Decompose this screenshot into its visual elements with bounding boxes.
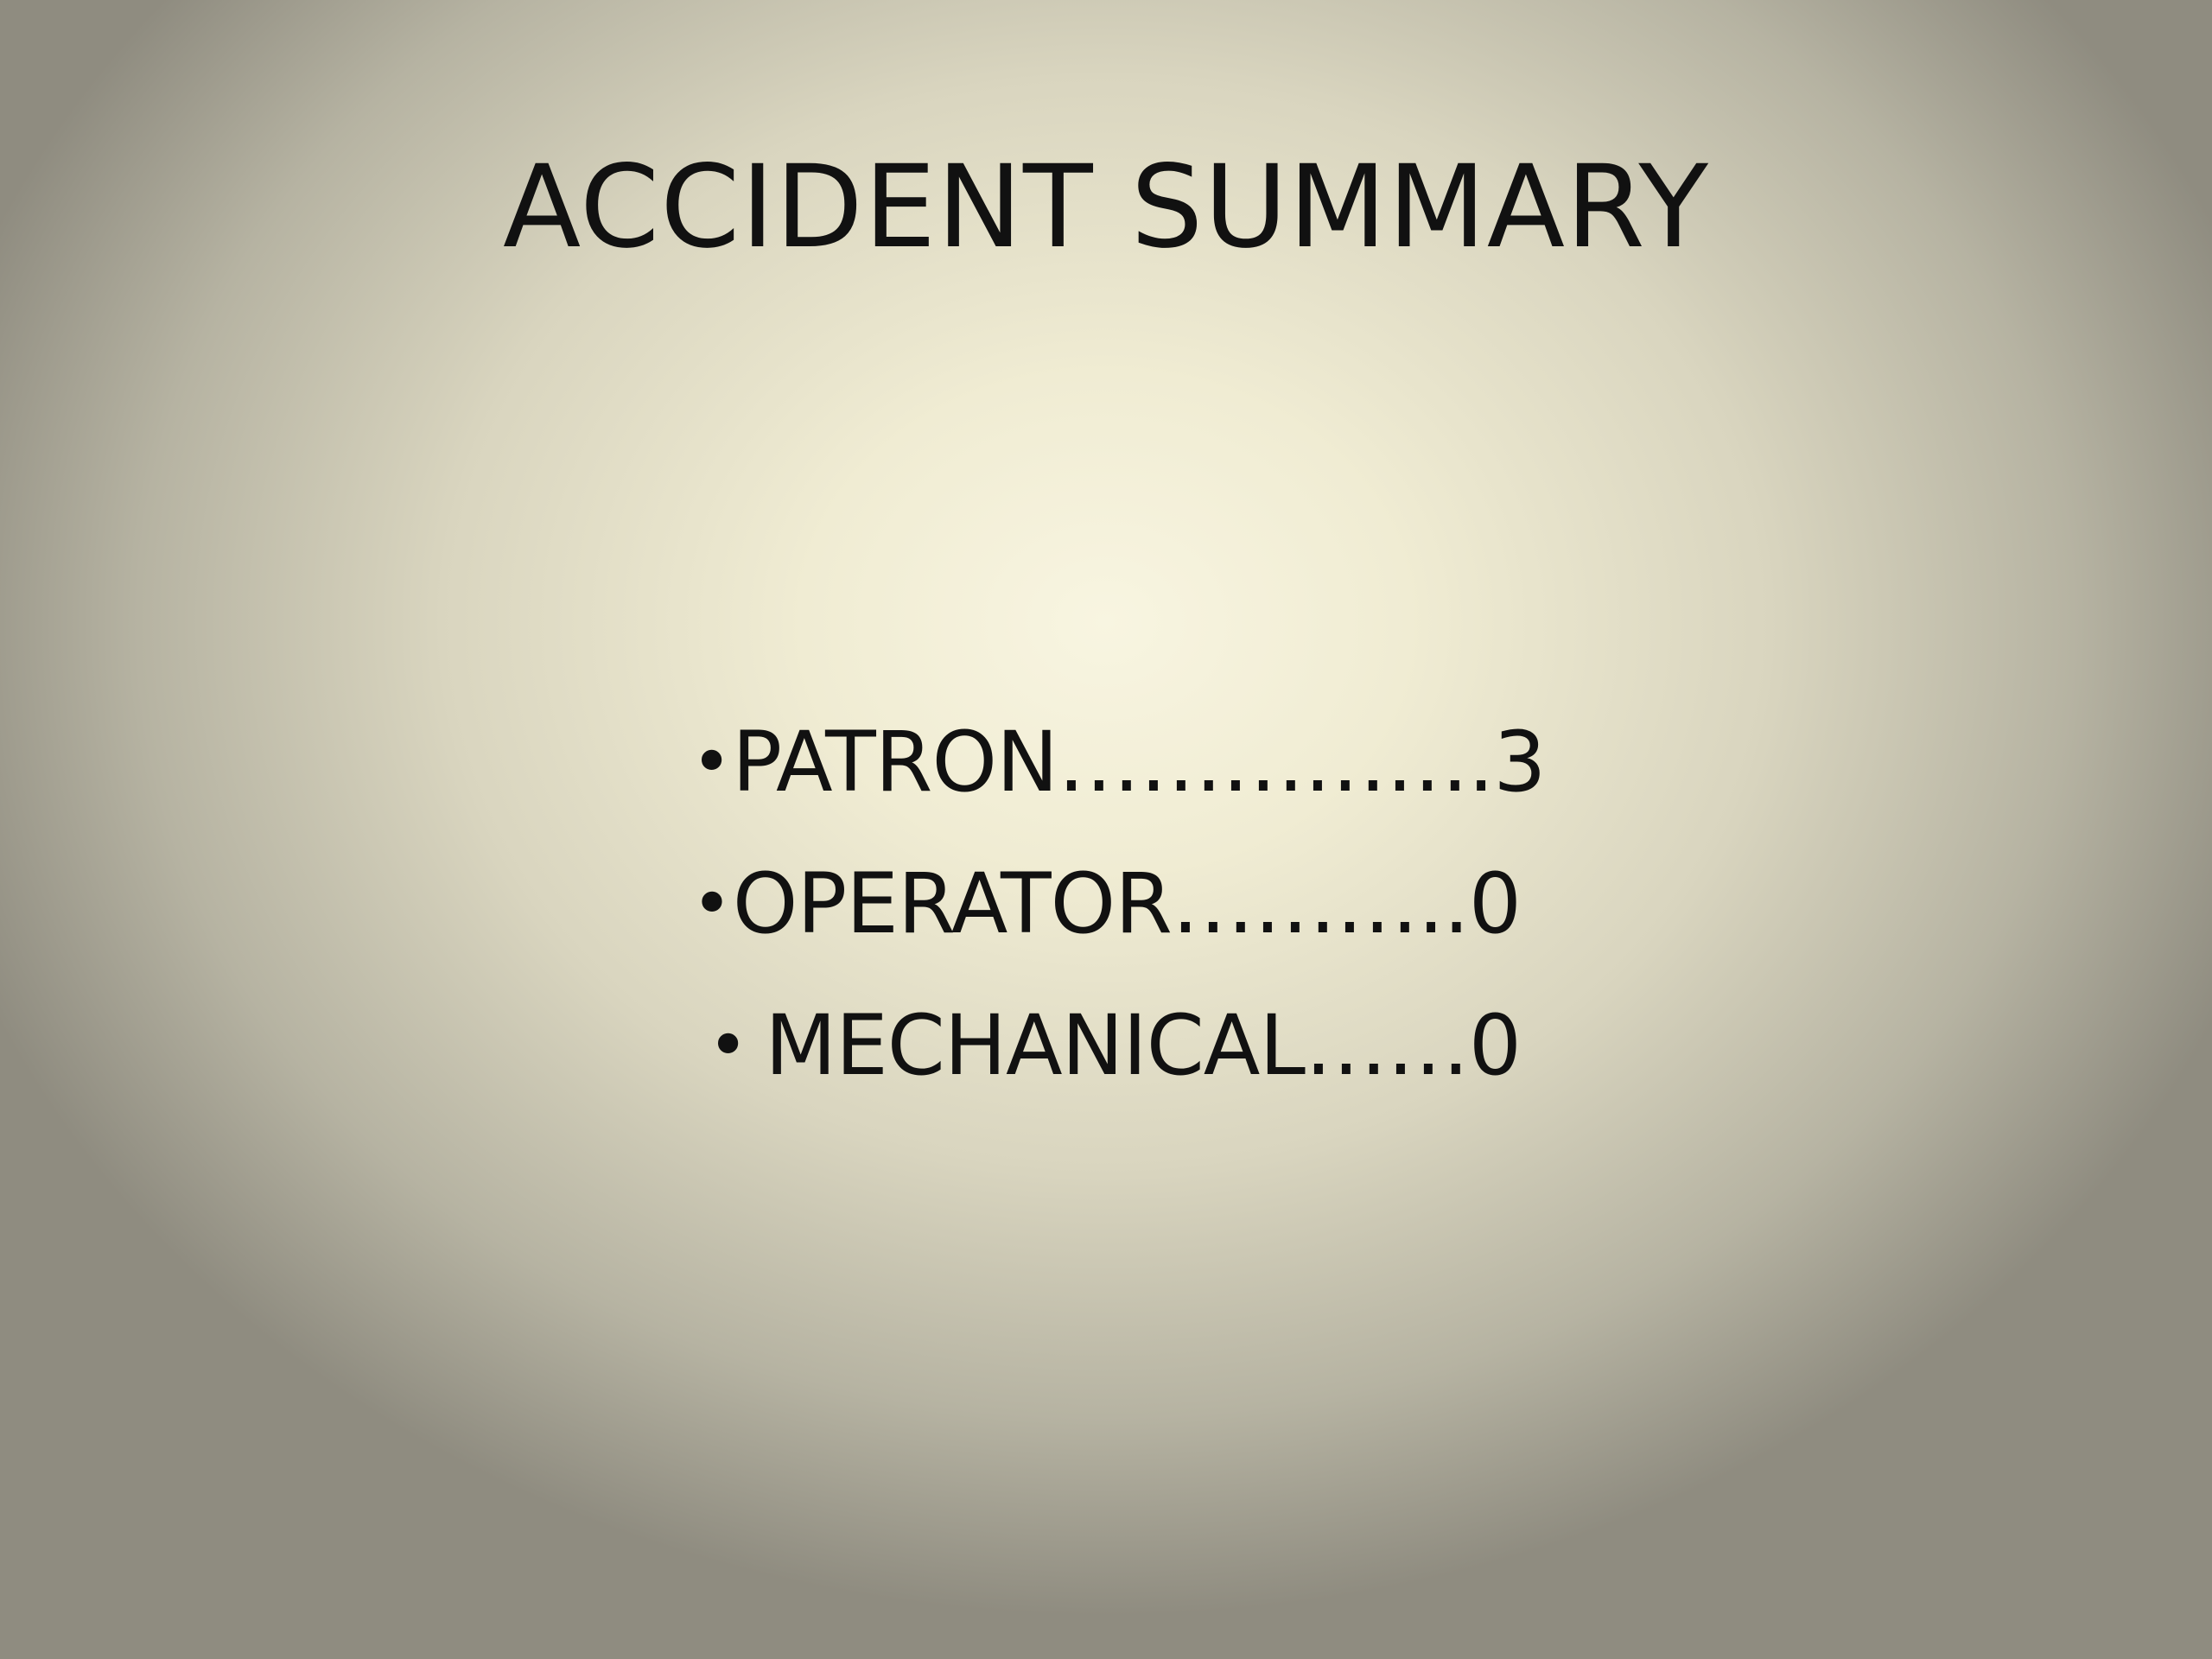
bullet-icon: • — [691, 863, 733, 944]
slide-title: ACCIDENT SUMMARY — [502, 141, 1709, 274]
list-item — [691, 833, 1521, 975]
bullet-icon: • — [691, 721, 733, 802]
list-item — [691, 691, 1546, 833]
bullet-list — [691, 691, 1546, 1116]
list-item — [691, 975, 1521, 1116]
bullet-text-mechanical: MECHANICAL……0 — [765, 997, 1521, 1094]
bullet-icon: • — [708, 1005, 749, 1085]
bullet-text-operator: OPERATOR………..0 — [732, 855, 1521, 952]
bullet-text-patron: PATRON…………….3 — [732, 714, 1546, 810]
